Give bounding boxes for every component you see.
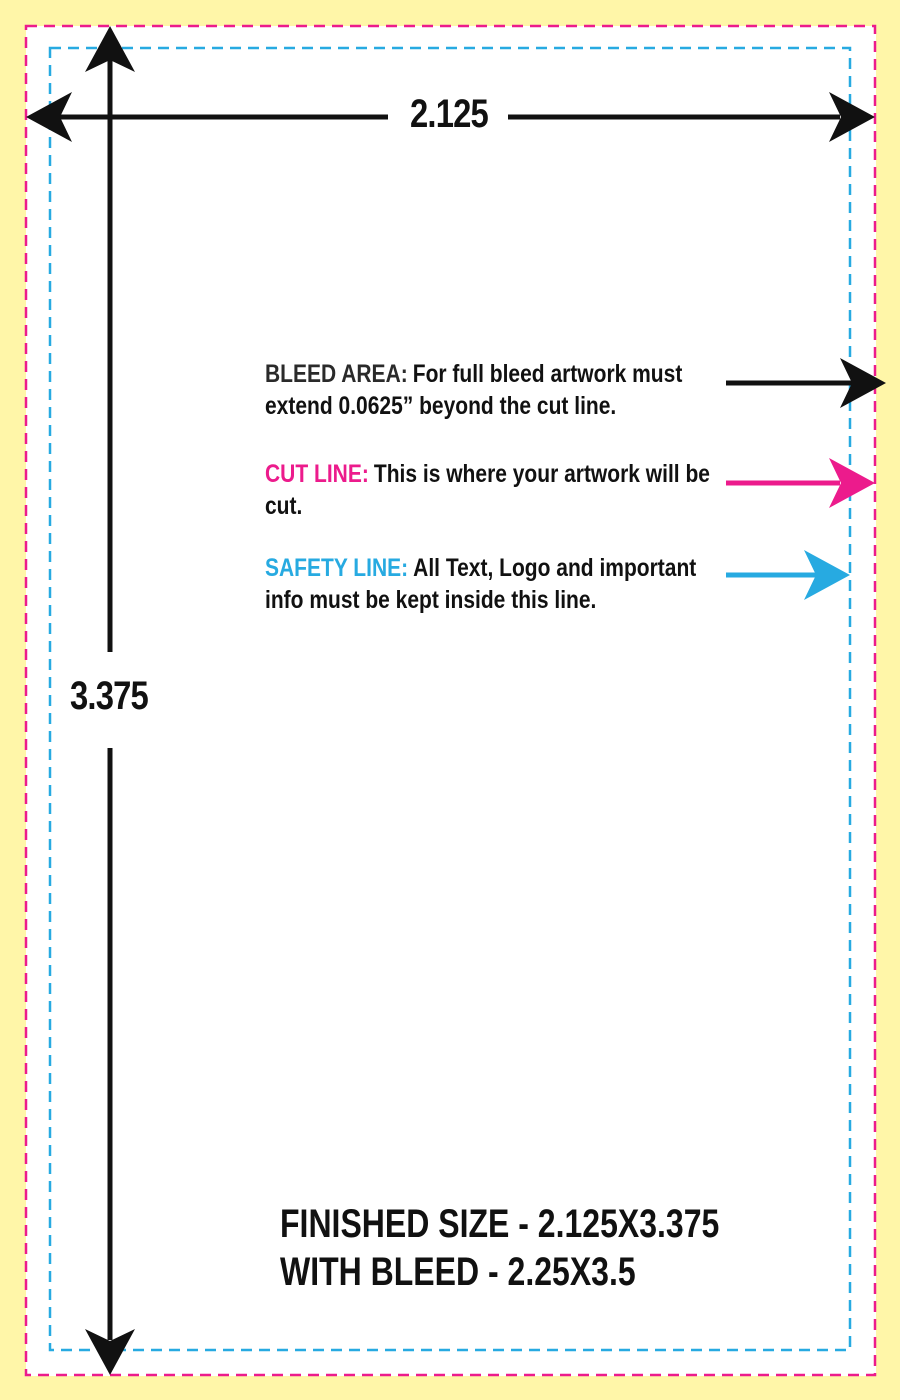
cyan-arrow-icon: [726, 550, 850, 600]
safety-line: [50, 48, 850, 1350]
legend-bleed-area: [265, 358, 719, 422]
black-arrow-icon: [726, 358, 886, 408]
height-dimension-label: 3.375: [70, 674, 148, 718]
legend-bleed-key: BLEED AREA:: [265, 360, 408, 388]
width-dimension-label: 2.125: [410, 92, 488, 136]
finished-size-line: FINISHED SIZE - 2.125X3.375: [280, 1202, 720, 1246]
with-bleed-line: WITH BLEED - 2.25X3.5: [280, 1250, 636, 1294]
magenta-arrow-icon: [726, 458, 875, 508]
legend-cut-line: [265, 458, 719, 522]
legend-safety-line: [265, 552, 719, 616]
legend-bleed-text: For full bleed artwork must extend 0.0625” beyond the cut line.: [265, 360, 683, 420]
legend-safety-text: All Text, Logo and important info must be kept inside this line.: [265, 554, 697, 614]
finished-size-note: [280, 1200, 719, 1296]
legend-cut-key: CUT LINE:: [265, 460, 369, 488]
legend-safety-key: SAFETY LINE:: [265, 554, 409, 582]
legend-cut-text: This is where your artwork will be cut.: [265, 460, 710, 520]
cut-line: [26, 26, 875, 1375]
